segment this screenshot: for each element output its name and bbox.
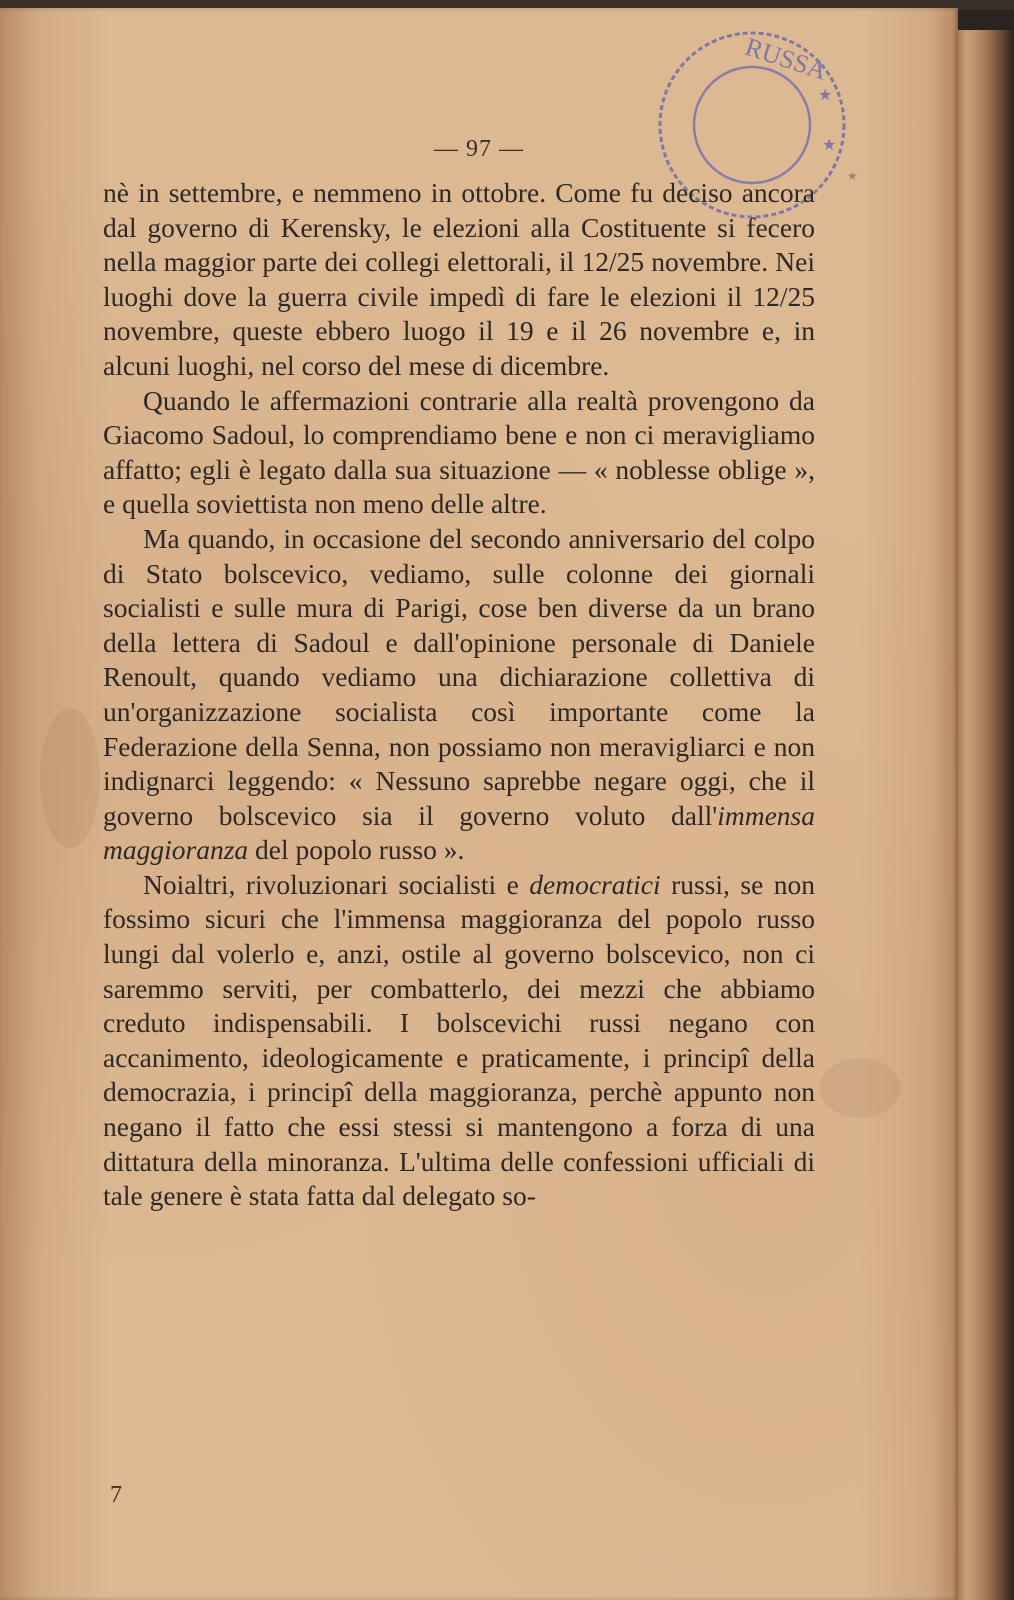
paper-stain — [820, 1058, 900, 1118]
paragraph — [103, 176, 815, 384]
text-run: Quando le affermazioni contrarie alla realtà provengono da Giacomo Sadoul, lo comprendiamo bene e non ci meravigliamo affatto; egli è legato dalla sua situazione — « noblesse oblige », e quella soviettista non meno delle altre. — [103, 384, 815, 520]
book-page-edges — [958, 30, 1014, 1600]
paragraph — [103, 522, 815, 868]
signature-mark: 7 — [110, 1482, 122, 1508]
svg-text:★: ★ — [822, 135, 837, 154]
page-number-header: — 97 — — [434, 136, 524, 162]
text-run: Noialtri, rivoluzionari socialisti e — [143, 868, 530, 900]
stamp-text: RUSSA — [741, 32, 831, 86]
svg-text:★: ★ — [818, 85, 833, 104]
paragraph — [103, 384, 815, 522]
italic-run: democratici — [529, 868, 661, 900]
text-run: russi, se non fossimo sicuri che l'immensa maggioranza del popolo russo lungi dal volerlo e, anzi, ostile al governo bolscevico, non ci saremmo serviti, per combatterlo, dei mezzi che abbiamo creduto indispensabili. I bolscevichi russi negano con accanimento, ideologicamente e praticamente, i principî della democrazia, i principî della maggioranza, perchè appunto non negano il fatto che essi stessi si mantengono a forza di una dittatura della minoranza. L'ultima delle confessioni ufficiali di tale genere è stata fatta dal delegato so- — [103, 868, 815, 1212]
svg-text:★: ★ — [847, 169, 858, 183]
text-run: Ma quando, in occasione del secondo anniversario del colpo di Stato bolscevico, vediamo, sulle colonne dei giornali socialisti e sulle mura di Parigi, cose ben diverse da un brano della lettera di Sadoul e dall'opinione personale di Daniele Renoult, quando vediamo una dichiarazione collettiva di un'organizzazione socialista così importante come la Federazione della Senna, non possiamo non meravigliarci e non indignarci leggendo: « Nessuno saprebbe negare oggi, che il governo bolscevico sia il governo voluto dall' — [103, 522, 815, 831]
paragraph — [103, 868, 815, 1214]
paper-stain — [40, 708, 100, 848]
body-text — [103, 176, 815, 1214]
italic-run: immensa maggioranza — [103, 799, 815, 866]
text-run: nè in settembre, e nemmeno in ottobre. Come fu deciso ancora dal governo di Kerensky, le elezioni alla Costituente si fecero nella maggior parte dei collegi elettorali, il 12/25 novembre. Nei luoghi dove la guerra civile impedì di fare le elezioni il 12/25 novembre, queste ebbero luogo il 19 e il 26 novembre e, in alcuni luoghi, nel corso del mese di dicembre. — [103, 177, 815, 381]
text-run: del popolo russo ». — [248, 834, 465, 866]
book-page — [0, 8, 958, 1600]
